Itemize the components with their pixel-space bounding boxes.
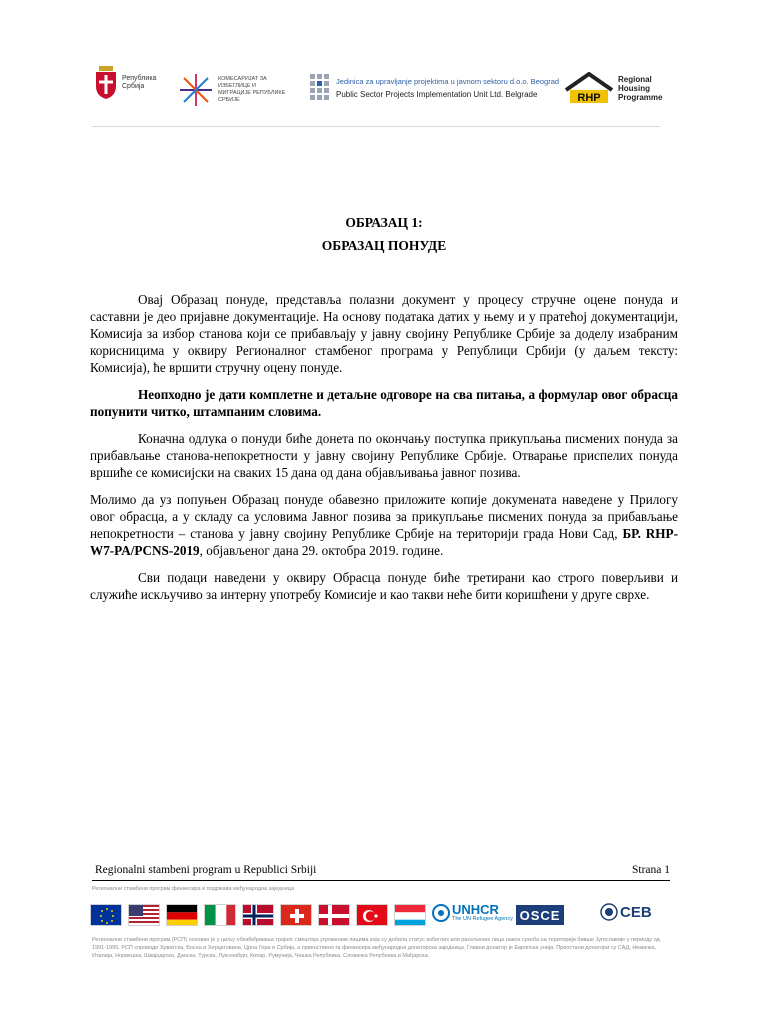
pspiu-grid-icon — [310, 74, 330, 102]
paragraph-confidentiality: Сви подаци наведени у оквиру Обрасца понуде биће третирани као строго поверљиви и служиће искључиво за интерну употребу Комисије и као такви неће бити коришћени у друге сврхе. — [90, 570, 678, 602]
unhcr-hands-icon — [432, 904, 450, 922]
pspiu-logo — [310, 74, 559, 102]
unhcr-subtitle: The UN Refugee Agency — [452, 916, 513, 922]
form-number-title: ОБРАЗАЦ 1: — [345, 215, 423, 230]
header-divider — [92, 126, 660, 127]
donor-flags-strip — [90, 902, 664, 930]
document-body — [90, 291, 678, 613]
page-footer — [95, 864, 670, 876]
osce-label: OSCE — [519, 907, 561, 923]
switzerland-flag-icon — [280, 904, 312, 926]
norway-flag-icon — [242, 904, 274, 926]
unhcr-label: UNHCR — [452, 902, 499, 917]
form-name-title: ОБРАЗАЦ ПОНУДЕ — [321, 238, 447, 253]
usa-flag-icon — [128, 904, 160, 926]
rhp-text: Regional Housing Programme — [618, 74, 663, 102]
footer-program-name: Regionalni stambeni program u Republici Srbiji — [95, 864, 317, 876]
denmark-flag-icon — [318, 904, 350, 926]
donor-disclaimer-text: Регионални стамбени програм (РСП) основан је у циљу обезбеђивања трајног смештаја угроженим лицима која су добила статус избеглих или расељених лица након сукоба на територији бивше Југославије у периоду од 1991-1995. РСП спроводе Хрватска, Босна и Херцеговина, Црна Гора и Србија, а првенствено га финансира међународна донаторска заједница. Главни донатор је Европска унија. Преостали донатори су САД, Немачка, Италија, Норвешка, Швајцарска, Данска, Турска, Луксембург, Кипар, Румунија, Чешка Република, Словачка Република и Мађарска. — [92, 937, 660, 959]
ceb-logo — [600, 903, 652, 921]
pspiu-line1: Jedinica za upravljanje projektima u javnom sektoru d.o.o. Beograd — [336, 77, 560, 86]
donor-title: Регионални стамбени програм финансира и подржава међународна заједница — [92, 886, 294, 892]
commissariat-text: КОМЕСАРИЈАТ ЗА ИЗБЕГЛИЦЕ И МИГРАЦИЈЕ РЕПУБЛИКЕ СРБИЈЕ — [218, 76, 286, 103]
luxembourg-flag-icon — [394, 904, 426, 926]
header-logos — [90, 58, 663, 128]
serbia-crest-icon — [94, 66, 118, 100]
serbia-logo-text: Република Србија — [122, 75, 157, 90]
house-roof-icon — [564, 72, 614, 104]
footer-divider — [92, 880, 670, 881]
ceb-stars-icon — [600, 903, 618, 921]
paragraph-instructions: Неопходно је дати комплетне и детаљне одговоре на сва питања, а формулар овог обрасца попунити читко, штампаним словима. — [90, 387, 678, 419]
commissariat-logo — [178, 72, 288, 108]
attachments-date-text: , објављеног дана 29. октобра 2019. године. — [199, 543, 444, 558]
ceb-label: CEB — [620, 903, 652, 921]
serbia-coat-of-arms-logo — [94, 66, 162, 100]
eu-flag-icon — [90, 904, 122, 926]
pspiu-line2: Public Sector Projects Implementation Unit Ltd. Belgrade — [336, 90, 538, 99]
rhp-logo — [564, 72, 662, 104]
paragraph-final-decision: Коначна одлука о понуди биће донета по окончању поступка прикупљања писмених понуда за прибављање станова-непокретности у јавну својину Републике Србије. Отварање приспелих понуда вршиће се комисијски на сваких 15 дана од дана објављивања јавног позива. — [90, 431, 678, 480]
page-number: Strana 1 — [631, 864, 670, 876]
osce-logo — [516, 905, 564, 925]
italy-flag-icon — [204, 904, 236, 926]
rhp-mark: RHP — [577, 92, 601, 104]
public-call-number: БР. RHP-W7-PA/PCNS-2019 — [90, 526, 678, 558]
unhcr-logo — [432, 903, 513, 923]
germany-flag-icon — [166, 904, 198, 926]
attachments-text: Молимо да уз попуњен Образац понуде обавезно приложите копије докумената наведене у Прилогу овог обрасца, а у складу са условима Јавног позива за прикупљање писмених понуда за прибављање непокретности – станова у јавну својину Републике Србије на територији града Нови Сад, — [90, 492, 678, 541]
commissariat-star-icon — [178, 72, 214, 108]
paragraph-intro: Овај Образац понуде, представља полазни документ у процесу стручне оцене понуда и саставни је део пријавне документације. На основу података датих у њему и у пратећој документацији, Комисија за избор станова који се прибављају у јавну својину Републике Србије за доделу изабраним корисницима у оквиру Регионалног стамбеног програма у Републици Србији (у даљем тексту: Комисија), ће вршити стручну оцену понуде. — [90, 292, 678, 375]
paragraph-attachments — [90, 491, 678, 559]
turkey-flag-icon — [356, 904, 388, 926]
